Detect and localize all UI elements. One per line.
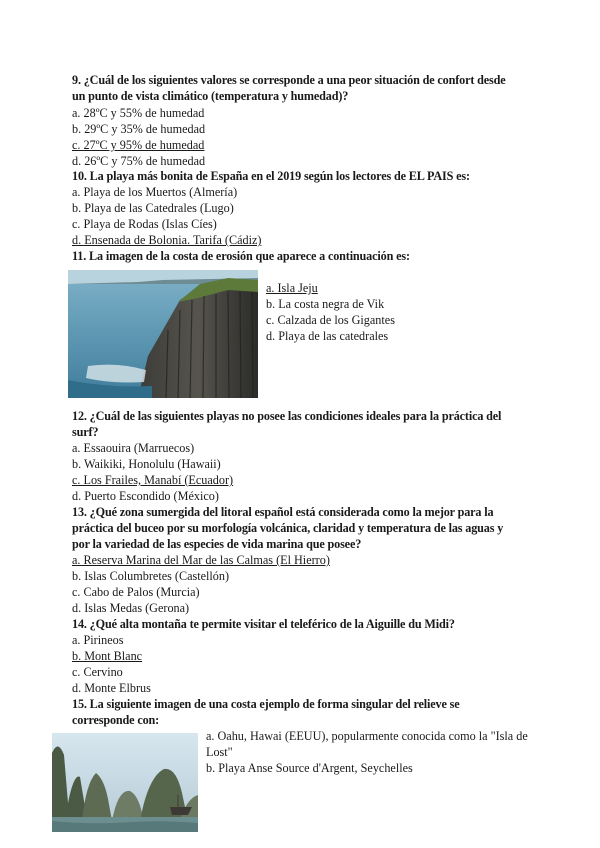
question-14-text: 14. ¿Qué alta montaña te permite visitar el teleférico de la Aiguille du Midi? (72, 617, 455, 631)
q10-option-b: b. Playa de las Catedrales (Lugo) (72, 201, 234, 215)
q13-option-c: c. Cabo de Palos (Murcia) (72, 585, 200, 599)
q14-option-a: a. Pirineos (72, 633, 124, 647)
question-9-text: 9. ¿Cuál de los siguientes valores se corresponde a una peor situación de confort desde (72, 73, 506, 87)
q12-option-b: b. Waikiki, Honolulu (Hawaii) (72, 457, 221, 471)
q9-option-d: d. 26ºC y 75% de humedad (72, 154, 206, 168)
q9-option-c-correct: c. 27ºC y 95% de humedad (72, 138, 205, 152)
q12-option-c-correct: c. Los Frailes, Manabí (Ecuador) (72, 473, 234, 487)
q14-option-d: d. Monte Elbrus (72, 681, 151, 695)
question-11-text: 11. La imagen de la costa de erosión que aparece a continuación es: (72, 249, 410, 263)
q13-option-d: d. Islas Medas (Gerona) (72, 601, 190, 615)
q12-option-d: d. Puerto Escondido (México) (72, 489, 219, 503)
karst-coast-photo (52, 733, 198, 832)
q15-option-b: b. Playa Anse Source d'Argent, Seychelles (206, 761, 413, 775)
question-10-text: 10. La playa más bonita de España en el 2019 según los lectores de EL PAIS es: (72, 169, 470, 183)
q13-option-a-correct: a. Reserva Marina del Mar de las Calmas (El Hierro) (72, 553, 330, 567)
q9-option-b: b. 29ºC y 35% de humedad (72, 122, 206, 136)
question-15-text-cont: corresponde con: (72, 713, 160, 727)
q9-option-a: a. 28ºC y 55% de humedad (72, 106, 205, 120)
q13-option-b: b. Islas Columbretes (Castellón) (72, 569, 230, 583)
jeju-coast-photo (68, 270, 258, 398)
q14-option-c: c. Cervino (72, 665, 123, 679)
q11-option-c: c. Calzada de los Gigantes (266, 313, 395, 327)
question-15-text: 15. La siguiente imagen de una costa ejemplo de forma singular del relieve se (72, 697, 460, 711)
q15-option-a-cont: Lost" (206, 745, 233, 759)
q11-option-b: b. La costa negra de Vik (266, 297, 385, 311)
q10-option-d-correct: d. Ensenada de Bolonia. Tarifa (Cádiz) (72, 233, 262, 247)
question-13-text: 13. ¿Qué zona sumergida del litoral español está considerada como la mejor para la (72, 505, 494, 519)
question-13-text-cont2: por la variedad de las especies de vida marina que posee? (72, 537, 362, 551)
q11-option-d: d. Playa de las catedrales (266, 329, 389, 343)
q10-option-a: a. Playa de los Muertos (Almería) (72, 185, 238, 199)
question-9-text-cont: un punto de vista climático (temperatura y humedad)? (72, 89, 349, 103)
q12-option-a: a. Essaouira (Marruecos) (72, 441, 195, 455)
q15-option-a: a. Oahu, Hawai (EEUU), popularmente conocida como la "Isla de (206, 729, 528, 743)
question-12-text: 12. ¿Cuál de las siguientes playas no posee las condiciones ideales para la práctica del (72, 409, 502, 423)
q11-option-a-correct: a. Isla Jeju (266, 281, 318, 295)
question-13-text-cont: práctica del buceo por su morfología volcánica, claridad y temperatura de las aguas y (72, 521, 504, 535)
question-12-text-cont: surf? (72, 425, 99, 439)
q14-option-b-correct: b. Mont Blanc (72, 649, 143, 663)
q10-option-c: c. Playa de Rodas (Islas Cíes) (72, 217, 217, 231)
